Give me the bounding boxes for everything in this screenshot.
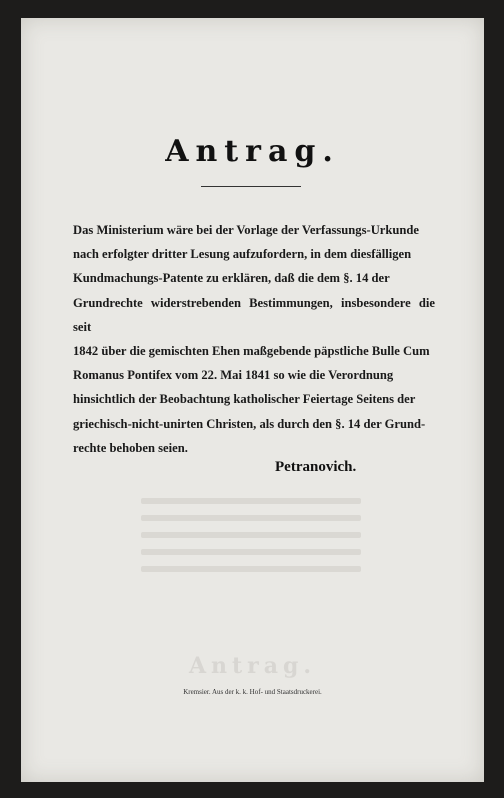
- printer-imprint: Kremsier. Aus der k. k. Hof- und Staatsdruckerei.: [183, 688, 322, 696]
- document-body: [73, 218, 435, 460]
- bleed-through-line: [141, 498, 361, 504]
- body-line: griechisch-nicht-unirten Christen, als durch den §. 14 der Grund-: [73, 416, 426, 431]
- bleed-through-line: [141, 532, 361, 538]
- body-line: 1842 über die gemischten Ehen maßgebende päpstliche Bulle Cum: [73, 344, 430, 359]
- bleed-through-line: [141, 566, 361, 572]
- document-title: Antrag.: [165, 134, 340, 169]
- document-sheet: [21, 18, 484, 782]
- body-line: hinsichtlich der Beobachtung katholischer Feiertage Seitens der: [73, 392, 416, 407]
- signature: Petranovich.: [275, 459, 357, 475]
- body-line: rechte behoben seien.: [73, 440, 188, 455]
- body-line: Das Ministerium wäre bei der Vorlage der Verfassungs-Urkunde: [73, 223, 419, 237]
- body-line: Grundrechte widerstrebenden Bestimmungen, insbesondere die seit: [73, 295, 435, 334]
- bleed-through-line: [141, 549, 361, 555]
- bleed-through-title: Antrag.: [188, 653, 317, 679]
- bleed-through-line: [141, 515, 361, 521]
- body-line: Romanus Pontifex vom 22. Mai 1841 so wie die Verordnung: [73, 368, 394, 383]
- body-line: nach erfolgter dritter Lesung aufzufordern, in dem diesfälligen: [73, 247, 412, 262]
- title-divider: [201, 186, 301, 187]
- body-line: Kundmachungs-Patente zu erklären, daß die dem §. 14 der: [73, 271, 390, 286]
